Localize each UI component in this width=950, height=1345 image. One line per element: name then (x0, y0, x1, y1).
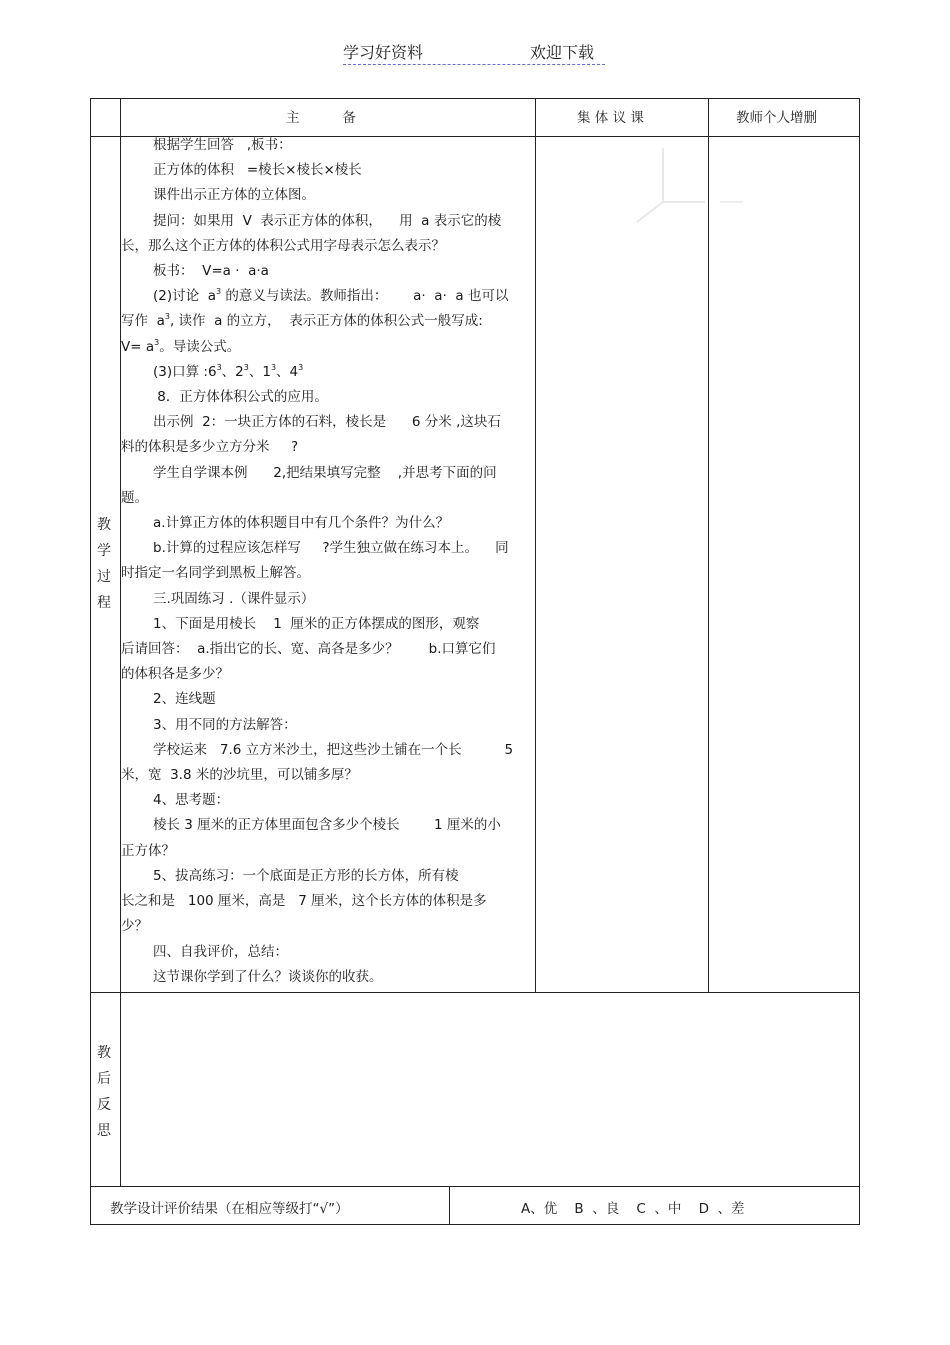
superscript: 3 (270, 362, 277, 372)
superscript: 3 (243, 362, 249, 372)
content-line (121, 461, 531, 486)
line-text: 根据学生回答 ,板书： (153, 137, 292, 153)
content-line (121, 738, 531, 763)
line-text: V= a (121, 338, 155, 355)
content-line (121, 763, 531, 788)
content-line (121, 687, 531, 712)
content-line (121, 309, 531, 334)
line-text: 写作 a (121, 313, 165, 330)
content-line (121, 612, 531, 637)
header-right-text: 欢迎下载 (530, 43, 595, 62)
superscript: 3 (216, 362, 222, 372)
content-line (121, 133, 531, 158)
line-text: 。导读公式。 (159, 338, 241, 355)
line-text: 这节课你学到了什么？谈谈你的收获。 (153, 968, 383, 985)
col-group-title: 集 体 议 课 (577, 110, 644, 126)
line-text: 长之和是 100 厘米，高是 7 厘米，这个长方体的体积是多 (121, 893, 487, 910)
line-text: 料的体积是多少立方分米 ? (121, 439, 299, 456)
line-text: 正方体的体积 =棱长×棱长×棱长 (153, 162, 362, 179)
content-line (121, 839, 531, 864)
content-line (121, 536, 531, 561)
content-line (121, 637, 531, 662)
content-line (121, 788, 531, 813)
line-text: a.计算正方体的体积题目中有几个条件？为什么？ (153, 515, 450, 532)
content-line (121, 183, 531, 208)
line-text: 棱长 3 厘米的正方体里面包含多少个棱长 1 厘米的小 (153, 817, 501, 834)
line-text: 时指定一名同学到黑板上解答。 (121, 565, 310, 582)
line-text: 长，那么这个正方体的体积公式用字母表示怎么表示？ (121, 237, 445, 254)
line-text: 、4 (276, 363, 299, 380)
content-line (121, 360, 531, 385)
content-line (121, 965, 531, 990)
content-line (121, 813, 531, 838)
reflection-label: 教后反思 (97, 1045, 111, 1139)
line-text: 课件出示正方体的立体图。 (153, 187, 315, 204)
line-text: 少？ (121, 918, 148, 935)
content-line (121, 940, 531, 965)
content-line (121, 889, 531, 914)
content-line (121, 385, 531, 410)
line-text: 题。 (121, 489, 148, 506)
evaluation-label: 教学设计评价结果（在相应等级打“√”） (110, 1201, 349, 1217)
line-text: 4、思考题： (153, 792, 230, 809)
superscript: 3 (164, 312, 170, 322)
content-line (121, 158, 531, 183)
line-text: 米，宽 3.8 米的沙坑里，可以铺多厚？ (121, 767, 358, 784)
line-text: 学校运来 7.6 立方米沙土，把这些沙土铺在一个长 5 (153, 741, 514, 758)
content-line (121, 587, 531, 612)
evaluation-grades: A、优 B 、良 C 、中 D 、差 (521, 1201, 745, 1217)
line-text: 正方体？ (121, 842, 175, 859)
content-line (121, 486, 531, 511)
line-text: (3)口算 :6 (153, 363, 217, 380)
page-header (343, 40, 605, 65)
line-text: 学生自学课本例 2,把结果填写完整 ,并思考下面的问 (153, 464, 497, 481)
content-line (121, 914, 531, 939)
content-line (121, 410, 531, 435)
line-text: (2)讨论 a (153, 288, 216, 305)
superscript: 3 (215, 287, 222, 297)
content-line (121, 713, 531, 738)
content-line (121, 234, 531, 259)
content-line (121, 511, 531, 536)
content-line (121, 864, 531, 889)
line-text: 、2 (221, 363, 244, 380)
line-text: 3、用不同的方法解答： (153, 716, 297, 733)
cube-figure-faint (625, 140, 755, 235)
line-text: 提问：如果用 V 表示正方体的体积， 用 a 表示它的棱 (153, 212, 502, 229)
line-text: 1、下面是用棱长 1 厘米的正方体摆成的图形，观察 (153, 615, 480, 632)
header-left-text: 学习好资料 (343, 43, 424, 62)
col-teacher-title: 教师个人增删 (736, 110, 817, 126)
content-line (121, 561, 531, 586)
line-text: 出示例 2：一块正方体的石料，棱长是 6 分米 ,这块石 (153, 414, 501, 431)
line-text: 三.巩固练习 .（课件显示） (153, 590, 315, 607)
line-text: 2、连线题 (153, 691, 216, 708)
content-line (121, 259, 531, 284)
process-label: 教学过程 (97, 517, 111, 611)
line-text: 板书： V=a · a·a (153, 263, 269, 280)
line-text: b.计算的过程应该怎样写 ?学生独立做在练习本上。 同 (153, 540, 509, 557)
line-text: 后请回答： a.指出它的长、宽、高各是多少？ b.口算它们 (121, 641, 496, 658)
content-line (121, 209, 531, 234)
content-line (121, 284, 531, 309)
line-text: , 读作 a 的立方， 表示正方体的体积公式一般写成: (169, 313, 483, 330)
col-main-title: 主 备 (286, 110, 356, 126)
teaching-process-content (121, 133, 531, 990)
content-line (121, 662, 531, 687)
superscript: 3 (298, 362, 304, 372)
line-text: 5、拔高练习：一个底面是正方形的长方体，所有棱 (153, 867, 459, 884)
superscript: 3 (154, 337, 160, 347)
line-text: 的意义与读法。教师指出： a· a· a 也可以 (221, 288, 509, 305)
line-text: 、1 (248, 363, 271, 380)
content-line (121, 435, 531, 460)
line-text: 的体积各是多少？ (121, 666, 229, 683)
line-text: 四、自我评价，总结： (153, 943, 288, 960)
line-text: 8．正方体体积公式的应用。 (153, 389, 328, 406)
content-line (121, 335, 531, 360)
